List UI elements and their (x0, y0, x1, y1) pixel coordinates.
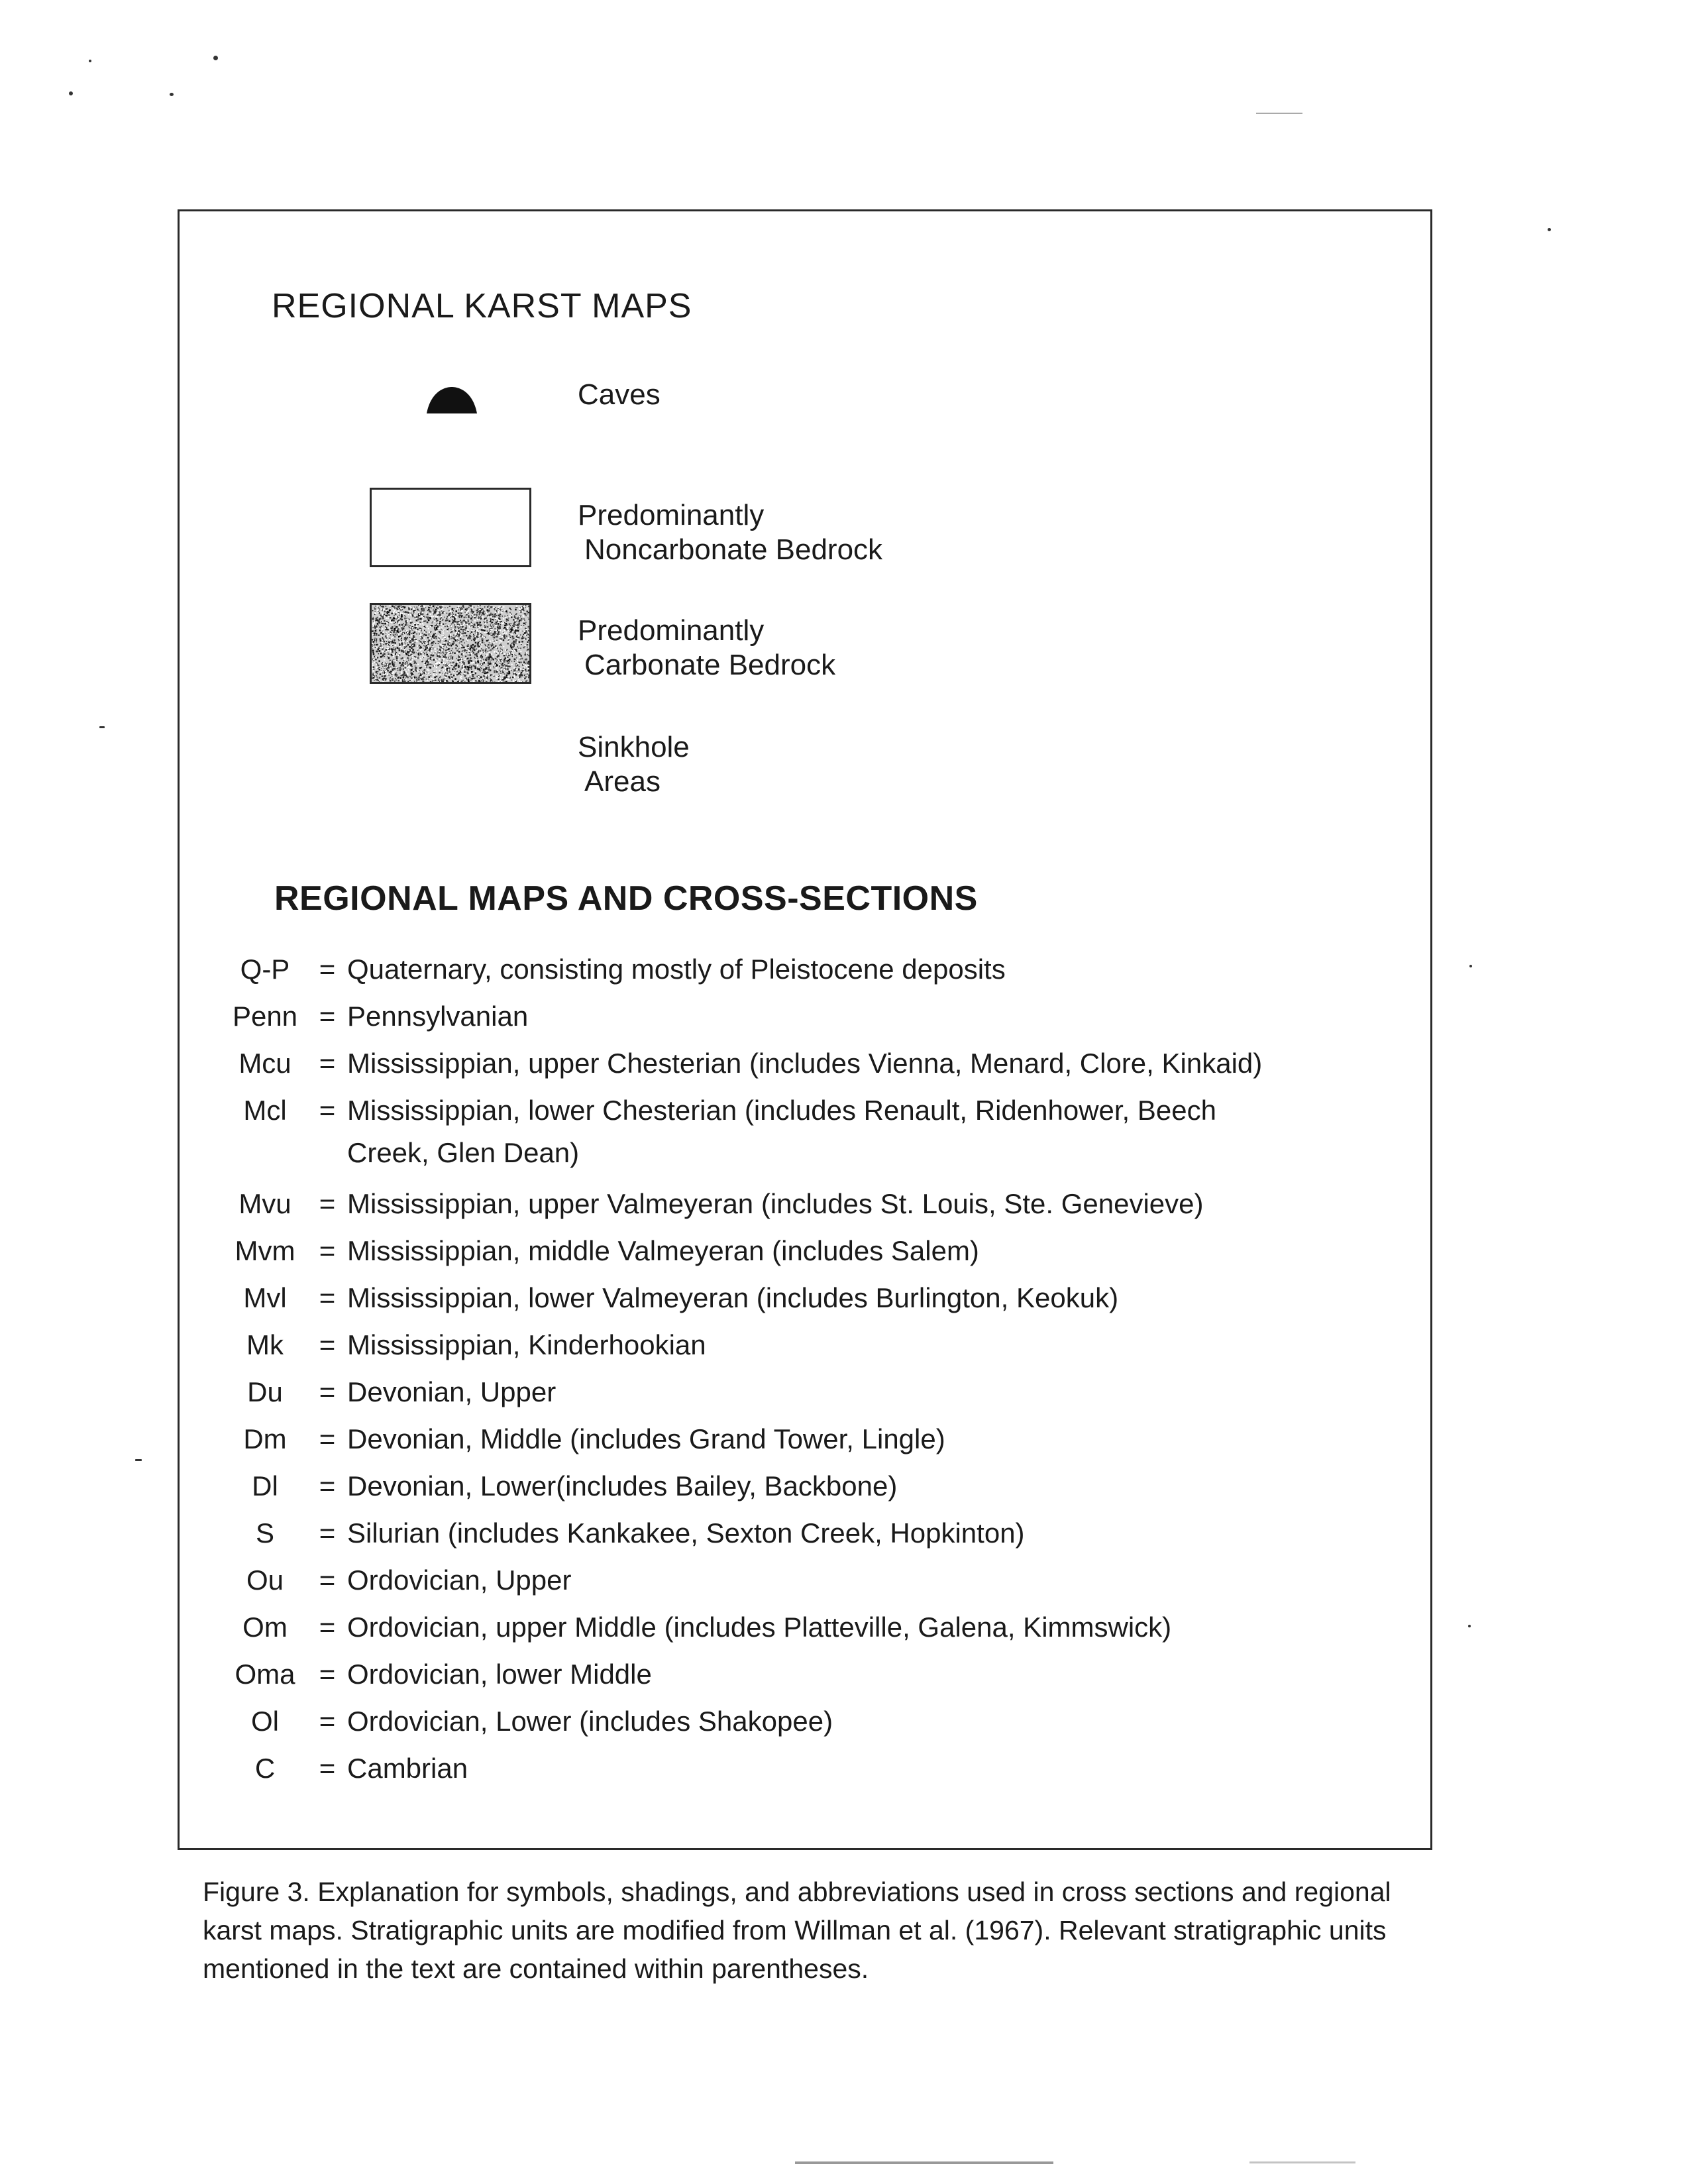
scan-speck (1469, 965, 1472, 967)
unit-abbreviation: Q-P (240, 954, 290, 985)
cave-icon (424, 386, 480, 415)
equals-sign: = (319, 1095, 336, 1126)
unit-description: Devonian, Middle (includes Grand Tower, Lingle) (347, 1423, 945, 1454)
scan-artifact-line (795, 2161, 1053, 2164)
unit-row (219, 1376, 1411, 1423)
legend-label-noncarbonate: Predominantly Noncarbonate Bedrock (578, 499, 883, 566)
unit-description: Mississippian, middle Valmeyeran (includes Salem) (347, 1235, 979, 1266)
unit-row (219, 1187, 1411, 1234)
stipple-pattern (372, 605, 531, 684)
equals-sign: = (319, 1659, 336, 1690)
unit-row (219, 1705, 1411, 1752)
karst-maps-heading: REGIONAL KARST MAPS (272, 287, 692, 325)
unit-description: Mississippian, Kinderhookian (347, 1329, 706, 1360)
equals-sign: = (319, 1235, 336, 1266)
equals-sign: = (319, 1001, 336, 1032)
scan-artifact-line (1256, 113, 1302, 114)
unit-abbreviation: Ou (246, 1564, 284, 1596)
unit-row (219, 1234, 1411, 1282)
unit-abbreviation: Mvl (243, 1282, 287, 1313)
cross-sections-heading: REGIONAL MAPS AND CROSS-SECTIONS (274, 879, 978, 918)
equals-sign: = (319, 1423, 336, 1454)
unit-abbreviation: Dm (243, 1423, 287, 1454)
unit-abbreviation: Mcl (243, 1095, 287, 1126)
equals-sign: = (319, 1470, 336, 1502)
unit-row (219, 1752, 1411, 1799)
unit-abbreviation: Mvm (235, 1235, 295, 1266)
unit-row (219, 1470, 1411, 1517)
unit-row (219, 1517, 1411, 1564)
equals-sign: = (319, 1611, 336, 1643)
unit-abbreviation: Du (247, 1376, 283, 1407)
unit-description: Ordovician, Lower (includes Shakopee) (347, 1706, 833, 1737)
legend-label-carbonate: Predominantly Carbonate Bedrock (578, 614, 836, 681)
unit-description: Quaternary, consisting mostly of Pleistocene deposits (347, 954, 1006, 985)
noncarbonate-swatch (370, 488, 531, 567)
unit-row (219, 1329, 1411, 1376)
unit-row (219, 1658, 1411, 1705)
unit-description: Ordovician, upper Middle (includes Platteville, Galena, Kimmswick) (347, 1611, 1172, 1643)
equals-sign: = (319, 1282, 336, 1313)
legend-label-caves: Caves (578, 378, 661, 411)
stratigraphic-unit-list (219, 953, 1411, 1799)
equals-sign: = (319, 1048, 336, 1079)
equals-sign: = (319, 1376, 336, 1407)
unit-abbreviation: Oma (235, 1659, 295, 1690)
unit-row (219, 1047, 1411, 1094)
unit-description: Mississippian, upper Chesterian (includes Vienna, Menard, Clore, Kinkaid) (347, 1048, 1263, 1079)
unit-row (219, 1611, 1411, 1658)
unit-abbreviation: Mk (246, 1329, 284, 1360)
scan-speck (99, 726, 105, 728)
equals-sign: = (319, 1188, 336, 1219)
unit-description: Pennsylvanian (347, 1001, 529, 1032)
unit-abbreviation: Ol (251, 1706, 279, 1737)
scan-artifact-line (1249, 2161, 1355, 2163)
scan-speck (213, 56, 218, 60)
scan-speck (170, 93, 174, 96)
unit-abbreviation: Penn (232, 1001, 298, 1032)
unit-description: Ordovician, Upper (347, 1564, 572, 1596)
equals-sign: = (319, 1329, 336, 1360)
unit-row (219, 1000, 1411, 1047)
equals-sign: = (319, 954, 336, 985)
unit-row (219, 1564, 1411, 1611)
unit-abbreviation: S (255, 1517, 274, 1549)
scan-speck (1468, 1625, 1471, 1627)
unit-abbreviation: C (254, 1753, 276, 1784)
unit-row (219, 1094, 1411, 1187)
unit-abbreviation: Om (242, 1611, 288, 1643)
unit-description: Silurian (includes Kankakee, Sexton Creek, Hopkinton) (347, 1517, 1025, 1549)
unit-description: Devonian, Lower(includes Bailey, Backbone) (347, 1470, 898, 1502)
unit-description: Devonian, Upper (347, 1376, 556, 1407)
equals-sign: = (319, 1517, 336, 1549)
carbonate-swatch (370, 603, 531, 684)
legend-label-sinkhole: Sinkhole Areas (578, 731, 690, 798)
unit-abbreviation: Mvu (238, 1188, 292, 1219)
scan-speck (1548, 228, 1551, 231)
unit-row (219, 953, 1411, 1000)
scan-speck (135, 1459, 142, 1461)
unit-description: Mississippian, lower Chesterian (includes Renault, Ridenhower, Beech Creek, Glen Dean) (347, 1095, 1216, 1168)
unit-description: Mississippian, lower Valmeyeran (includes Burlington, Keokuk) (347, 1282, 1119, 1313)
equals-sign: = (319, 1753, 336, 1784)
scan-speck (89, 60, 91, 62)
unit-row (219, 1423, 1411, 1470)
scan-speck (69, 91, 73, 95)
unit-description: Ordovician, lower Middle (347, 1659, 652, 1690)
unit-abbreviation: Mcu (238, 1048, 292, 1079)
unit-description: Cambrian (347, 1753, 468, 1784)
unit-row (219, 1282, 1411, 1329)
figure-caption: Figure 3. Explanation for symbols, shadings, and abbreviations used in cross sections and regional karst maps. Stratigraphic units are modified from Willman et al. (1967). Relevant stratigraphic units mentioned in the text are contained within parentheses. (203, 1877, 1391, 1984)
unit-description: Mississippian, upper Valmeyeran (includes St. Louis, Ste. Genevieve) (347, 1188, 1204, 1219)
equals-sign: = (319, 1564, 336, 1596)
equals-sign: = (319, 1706, 336, 1737)
unit-abbreviation: Dl (252, 1470, 278, 1502)
